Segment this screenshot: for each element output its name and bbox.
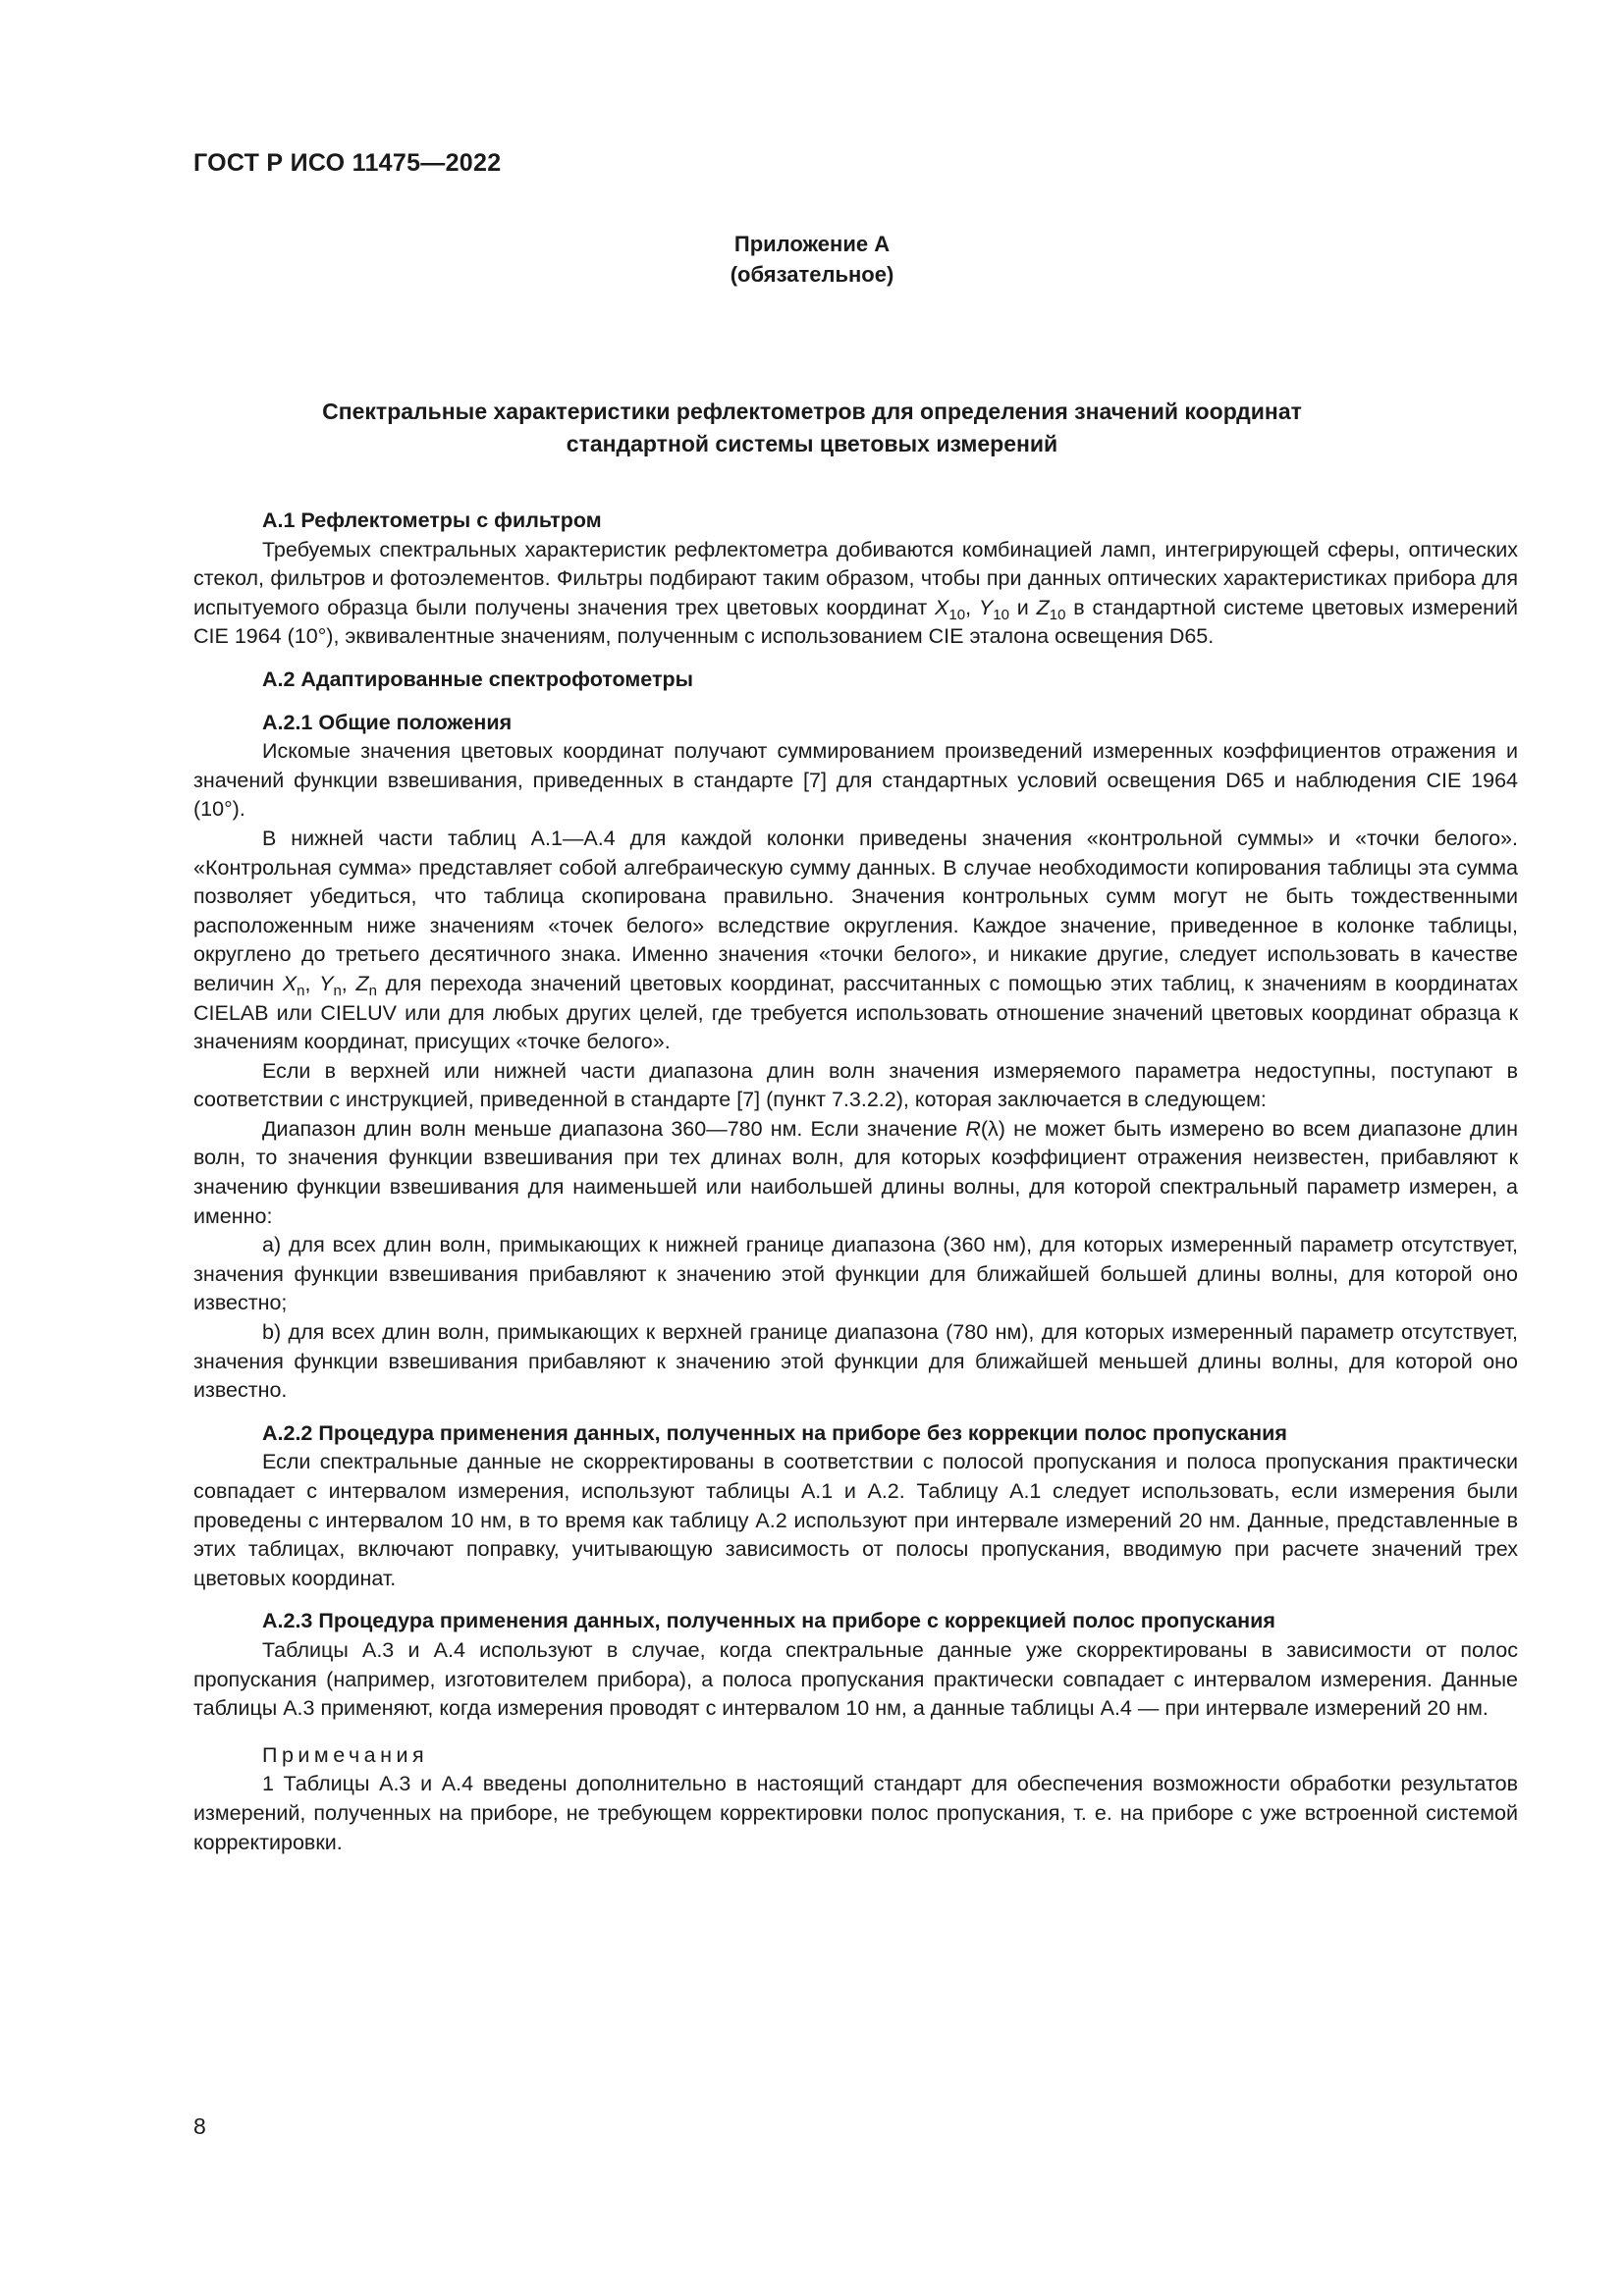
section-a1-heading: А.1 Рефлектометры с фильтром <box>262 508 602 532</box>
subscript: n <box>297 982 305 999</box>
page-number: 8 <box>193 2113 206 2139</box>
text-run: Диапазон длин волн меньше диапазона 360—780 нм. Если значение <box>262 1116 966 1141</box>
appendix-status: (обязательное) <box>730 262 894 287</box>
main-title-line-1: Спектральные характеристики рефлектометров для определения значений координат <box>322 399 1302 424</box>
variable-yn: Y <box>319 971 334 995</box>
variable-y: Y <box>978 595 994 619</box>
text-run: , <box>304 971 320 995</box>
section-a21-paragraph-3: Если в верхней или нижней части диапазона длин волн значения измеряемого параметра недоступны, поступают в соответствии с инструкцией, приведенной в стандарте [7] (пункт 7.3.2.2), которая заключается в следующем: <box>193 1058 1518 1112</box>
list-item-b: b) для всех длин волн, примыкающих к верхней границе диапазона (780 нм), для которых измеренный параметр отсутствует, значения функции взвешивания прибавляют к значению этой функции для ближайшей меньшей длины волны, для которой оно известно. <box>193 1320 1518 1403</box>
section-a23-heading: А.2.3 Процедура применения данных, полученных на приборе с коррекцией полос пропускания <box>262 1609 1275 1633</box>
variable-zn: Z <box>355 971 369 995</box>
text-run: Требуемых спектральных характеристик рефлектометра добиваются комбинацией ламп, интегрирующей сферы, оптических стекол, фильтров и фотоэлементов. Фильтры подбирают таким образом, чтобы при данных оптических характеристиках прибора для испытуемого образца были получены значения трех цветовых координат <box>193 537 1518 619</box>
section-a1-paragraph <box>193 536 1518 652</box>
note-1: 1 Таблицы А.3 и А.4 введены дополнительно в настоящий стандарт для обеспечения возможности обработки результатов измерений, полученных на приборе, не требующем корректировки полос пропускания, т. е. на приборе с уже встроенной системой корректировки. <box>193 1772 1518 1854</box>
appendix-title: Приложение А <box>733 232 891 256</box>
text-run: , <box>965 595 979 619</box>
list-item-a: a) для всех длин волн, примыкающих к нижней границе диапазона (360 нм), для которых измеренный параметр отсутствует, значения функции взвешивания прибавляют к значению этой функции для ближайшей большей длины волны, для которой оно известно; <box>193 1233 1518 1315</box>
notes-title: Примечания <box>262 1742 429 1767</box>
text-run: для перехода значений цветовых координат, рассчитанных с помощью этих таблиц, к значениям в координатах CIELAB или CIELUV или для любых других целей, где требуется использовать отношение значений цветовых координат образца к значениям координат, присущих «точке белого». <box>193 971 1519 1054</box>
document-id: ГОСТ Р ИСО 11475—2022 <box>193 149 502 177</box>
section-a21-paragraph-2 <box>193 825 1518 1057</box>
main-title-line-2: стандартной системы цветовых измерений <box>566 431 1058 456</box>
section-a23-paragraph: Таблицы А.3 и А.4 используют в случае, когда спектральные данные уже скорректированы в зависимости от полос пропускания (например, изготовителем прибора), а полоса пропускания практически совпадает с интервалом измерения. Данные таблицы А.3 применяют, когда измерения проводят с интервалом 10 нм, а данные таблицы А.4 — при интервале измерений 20 нм. <box>193 1637 1518 1721</box>
section-a21-heading: А.2.1 Общие положения <box>262 710 513 734</box>
text-run: и <box>1008 595 1037 619</box>
subscript: n <box>333 982 342 999</box>
variable-x: X <box>935 595 949 619</box>
text-run: (λ) не может быть измерено во всем диапазоне длин волн, то значения функции взвешивания при тех длинах волн, для которых коэффициент отражения неизвестен, прибавляют к значению функции взвешивания для наименьшей или наибольшей длины волны, для которой спектральный параметр измерен, а именно: <box>193 1116 1518 1228</box>
section-a21-paragraph-4 <box>193 1115 1518 1231</box>
section-a21-paragraph-1: Искомые значения цветовых координат получают суммированием произведений измеренных коэффициентов отражения и значений функции взвешивания, приведенных в стандарте [7] для стандартных условий освещения D65 и наблюдения CIE 1964 (10°). <box>193 739 1518 822</box>
subscript: 10 <box>1049 606 1066 623</box>
subscript: 10 <box>993 606 1009 623</box>
section-a22-paragraph: Если спектральные данные не скорректированы в соответствии с полосой пропускания и полоса пропускания практически совпадает с интервалом измерения, используют таблицы А.1 и А.2. Таблицу А.1 следует использовать, если измерения были проведены с интервалом 10 нм, в то время как таблицу А.2 используют при интервале измерений 20 нм. Данные, представленные в этих таблицах, включают поправку, учитывающую зависимость от полосы пропускания, вводимую при расчете значений трех цветовых координат. <box>193 1450 1518 1590</box>
subscript: 10 <box>948 606 966 623</box>
document-body <box>193 507 1518 1857</box>
main-title <box>226 396 1398 460</box>
variable-r: R <box>965 1116 981 1141</box>
subscript: n <box>368 982 377 999</box>
text-run: в стандартной системе цветовых измерений CIE 1964 (10°), эквивалентные значениям, полученным с использованием CIE эталона освещения D65. <box>193 595 1518 649</box>
text-run: В нижней части таблиц А.1—А.4 для каждой колонки приведены значения «контрольной суммы» и «точки белого». «Контрольная сумма» представляет собой алгебраическую сумму данных. В случае необходимости копирования таблицы эта сумма позволяет убедиться, что таблица скопирована правильно. Значения контрольных сумм могут не быть тождественными расположенным ниже значениям «точек белого» вследствие округления. Каждое значение, приведенное в колонке таблицы, округлено до третьего десятичного знака. Именно значения «точки белого», и никакие другие, следует использовать в качестве величин <box>193 826 1518 995</box>
variable-xn: X <box>282 971 298 995</box>
text-run: , <box>341 971 356 995</box>
variable-z: Z <box>1036 595 1050 619</box>
appendix-heading <box>0 229 1624 290</box>
section-a22-heading: А.2.2 Процедура применения данных, полученных на приборе без коррекции полос пропускания <box>262 1420 1287 1445</box>
section-a2-heading: А.2 Адаптированные спектрофотометры <box>262 667 693 691</box>
